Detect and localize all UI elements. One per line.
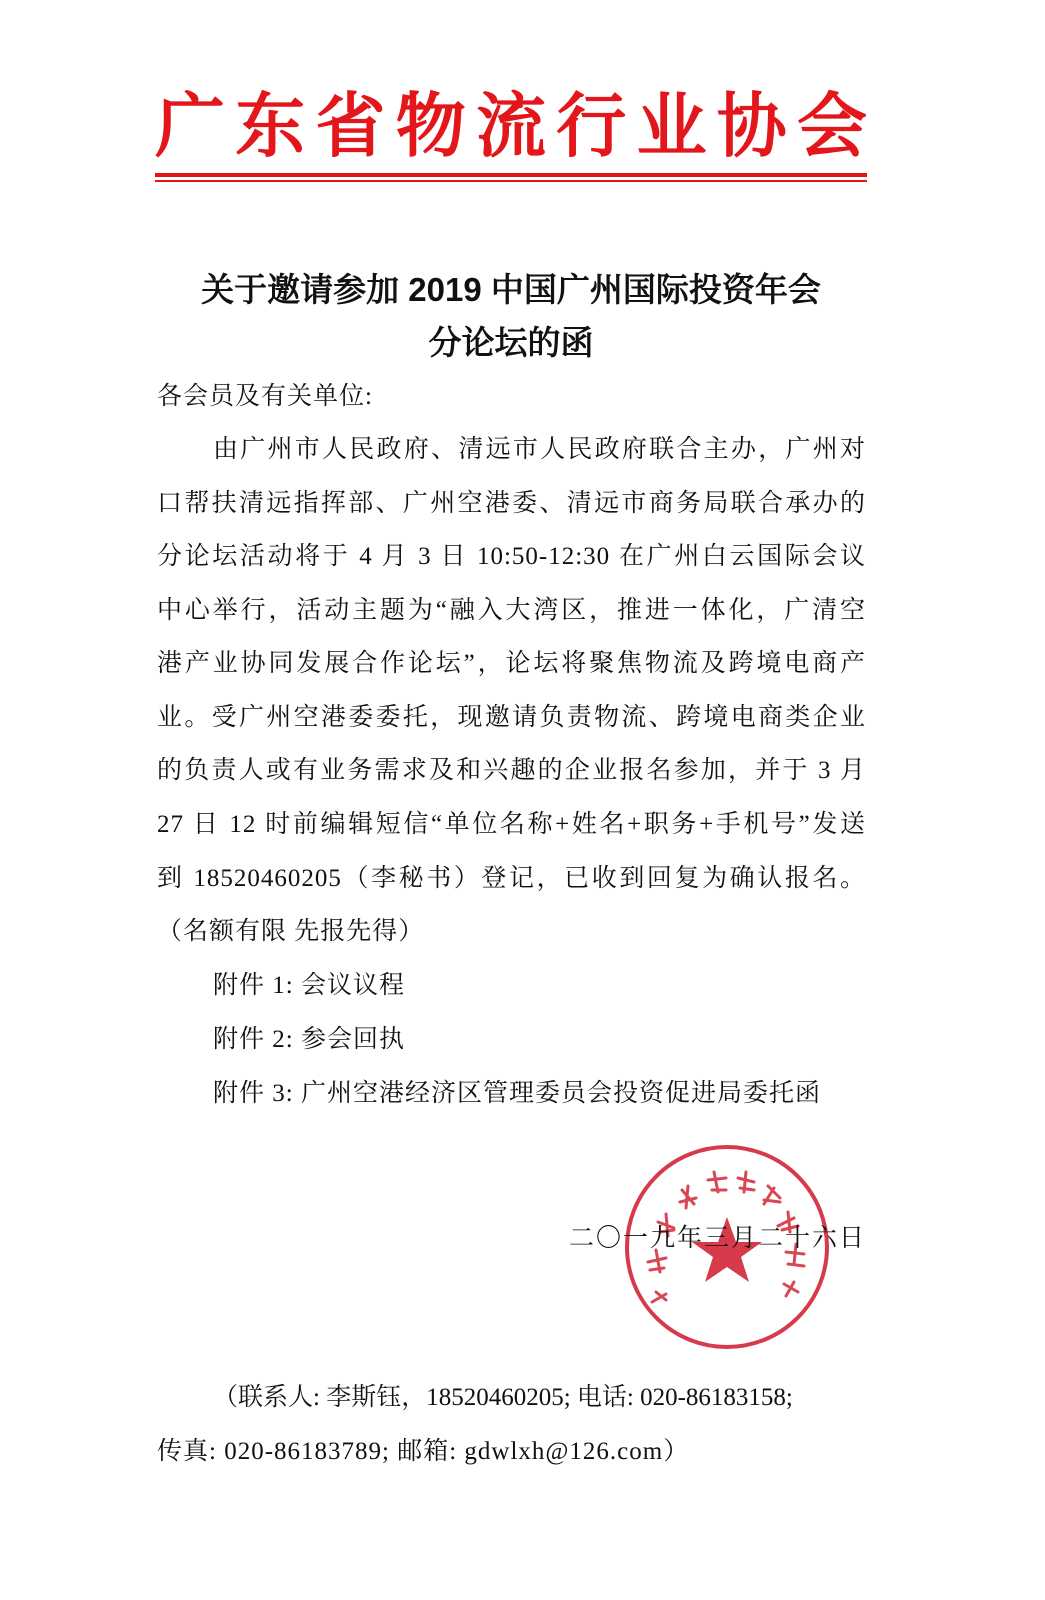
body-line: 业。受广州空港委委托，现邀请负责物流、跨境电商类企业 bbox=[157, 704, 866, 731]
body-line: 中心举行，活动主题为“融入大湾区，推进一体化，广清空 bbox=[157, 597, 866, 624]
attachment-3: 附件 3: 广州空港经济区管理委员会投资促进局委托函 bbox=[213, 1080, 821, 1107]
document-date: 二〇一九年三月二十六日 bbox=[568, 1225, 866, 1252]
attachment-2: 附件 2: 参会回执 bbox=[213, 1026, 405, 1053]
letterhead-rule-thick bbox=[155, 173, 867, 177]
contact-line1: （联系人: 李斯钰，18520460205; 电话: 020-86183158; bbox=[213, 1384, 793, 1411]
attachment-1: 附件 1: 会议议程 bbox=[213, 972, 405, 999]
contact-line2: 传真: 020-86183789; 邮箱: gdwlxh@126.com） bbox=[157, 1438, 690, 1465]
body-line: 到 18520460205（李秘书）登记，已收到回复为确认报名。 bbox=[157, 865, 866, 892]
body-line: 港产业协同发展合作论坛”，论坛将聚焦物流及跨境电商产 bbox=[157, 650, 866, 677]
letterhead-org-name: 广东省物流行业协会 bbox=[155, 87, 867, 165]
body-line: 口帮扶清远指挥部、广州空港委、清远市商务局联合承办的 bbox=[157, 490, 866, 517]
letterhead-rule-thin bbox=[155, 180, 867, 182]
body-line: 27 日 12 时前编辑短信“单位名称+姓名+职务+手机号”发送 bbox=[157, 811, 866, 838]
body-line: 的负责人或有业务需求及和兴趣的企业报名参加，并于 3 月 bbox=[157, 757, 866, 784]
salutation: 各会员及有关单位: bbox=[157, 383, 373, 410]
document-title-line1: 关于邀请参加 2019 中国广州国际投资年会 bbox=[201, 271, 821, 308]
document-title-line2: 分论坛的函 bbox=[428, 324, 594, 361]
body-line: 分论坛活动将于 4 月 3 日 10:50-12:30 在广州白云国际会议 bbox=[157, 543, 866, 570]
body-line: 由广州市人民政府、清远市人民政府联合主办，广州对 bbox=[213, 436, 866, 463]
body-line-note: （名额有限 先报先得） bbox=[157, 918, 425, 945]
